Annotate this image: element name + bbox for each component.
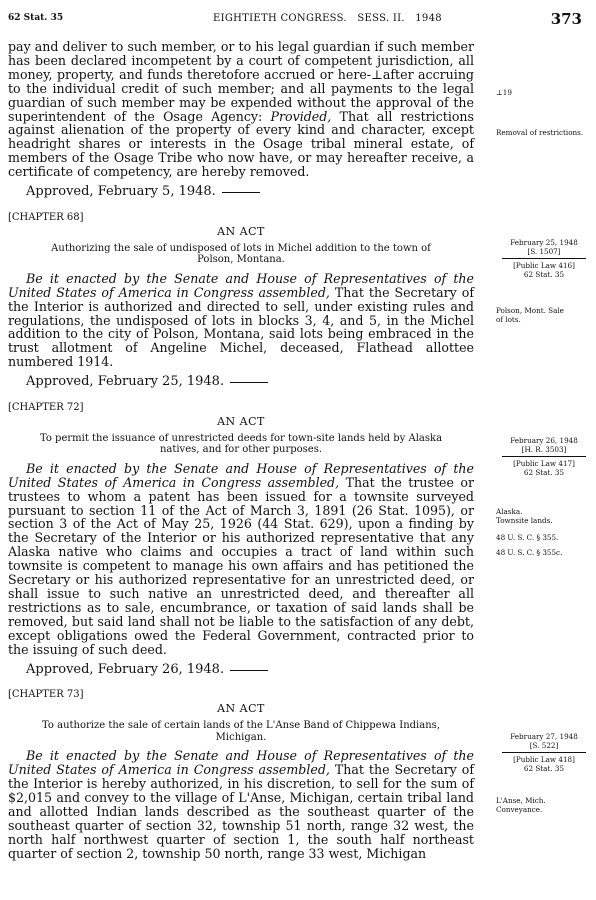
approved-text: Approved, February 26, 1948. [26, 661, 225, 677]
chapter-72-label: [CHAPTER 72] [8, 402, 84, 414]
chapter-68-label: [CHAPTER 68] [8, 211, 84, 223]
chapter-72-title: To permit the issuance of unrestricted deeds for town-site lands held by Alaska natives, and for other purposes. [39, 432, 443, 456]
margin-note-19: ⊥19 [496, 88, 512, 97]
header-congress: EIGHTIETH CONGRESS. SESS. II. 1948 [213, 13, 442, 24]
chapter-72-an-act: AN ACT [217, 414, 265, 428]
public-law: [Public Law 418] [513, 755, 575, 764]
enacting-clause: Be it enacted by the Senate and House of Representatives of the United States of America in Congress assembled, [8, 460, 474, 490]
continued-paragraph [8, 40, 474, 179]
stat-ref: 62 Stat. 35 [523, 468, 565, 477]
signature-rule [230, 670, 268, 671]
margin-usc-355: 48 U. S. C. § 355. [496, 533, 559, 542]
chapter-73-label: [CHAPTER 73] [8, 689, 84, 701]
chapter-68-text: That the Secretary of the Interior is authorized and directed to sell, under existing rules and regulations, the undisposed of lots in blocks 3, 4, and 5, in the Michel addition to the city of Polson, Montana, said lots being embraced in the trust allotment of Angeline Michel, deceased, Flathead allottee numbered 1914. [8, 284, 474, 370]
enacting-clause: Be it enacted by the Senate and House of Representatives of the United States of America in Congress assembled, [8, 270, 474, 300]
chapter-73-body [8, 749, 474, 860]
enacting-clause: Be it enacted by the Senate and House of Representatives of the United States of America in Congress assembled, [8, 748, 474, 778]
continued-text-2: That all restrictions against alienation of the property of every kind and character, except headright shares or interests in the Osage tribal mineral estate, of members of the Osage Tribe who now have, or may hereafter receive, a certificate of competency, are hereby removed. [8, 108, 474, 180]
margin-chapter-72-block [496, 436, 592, 477]
provided-word: Provided, [270, 108, 332, 124]
header-stat-ref: 62 Stat. 35 [8, 13, 64, 23]
signature-rule [222, 192, 260, 193]
chapter-68-an-act: AN ACT [217, 224, 265, 238]
stat-ref: 62 Stat. 35 [523, 764, 565, 773]
signature-rule [230, 382, 268, 383]
approval-date: February 25, 1948 [510, 238, 578, 247]
approved-line [8, 375, 474, 389]
margin-note-alaska: Alaska. Townsite lands. [496, 507, 553, 525]
chapter-73-text: That the Secretary of the Interior is hereby authorized, in his discretion, to sell for the sum of $2,015 and convey to the village of L'Anse, Michigan, certain tribal land and allotted Indian lands described as the southeast quarter of the southeast quarter of section 32, township 51 north, range 32 west, the north half northwest quarter of section 1, the south half northeast quarter of section 2, township 50 north, range 33 west, Michigan [8, 762, 474, 861]
page-header [8, 10, 588, 28]
bill-number: [S. 522] [529, 741, 559, 750]
margin-divider [502, 258, 586, 259]
approved-line [8, 663, 474, 677]
chapter-73-title: To authorize the sale of certain lands of the L'Anse Band of Chippewa Indians, Michigan. [42, 720, 440, 743]
approval-date: February 26, 1948 [510, 436, 578, 445]
approved-text: Approved, February 5, 1948. [26, 184, 216, 200]
margin-usc-355c: 48 U. S. C. § 355c. [496, 548, 563, 557]
chapter-68-title: Authorizing the sale of undisposed of lots in Michel addition to the town of Polson, Montana. [51, 242, 431, 266]
continued-text-1: pay and deliver to such member, or to his legal guardian if such member has been declared incompetent by a court of competent jurisdiction, all money, property, and funds theretofore accrued or here-⊥after accruing to the individual credit of such member; and all payments to the legal guardian of such member may be expended without the approval of the superintendent of the Osage Agency: [8, 39, 474, 124]
main-text [8, 40, 474, 861]
margin-chapter-73-block [496, 732, 592, 773]
bill-number: [S. 1507] [527, 247, 561, 256]
chapter-73-an-act: AN ACT [217, 702, 265, 716]
chapter-68-body [8, 272, 474, 369]
bill-number: [H. R. 3503] [521, 445, 567, 454]
page-number: 373 [550, 10, 582, 28]
public-law: [Public Law 417] [513, 459, 575, 468]
public-law: [Public Law 416] [513, 261, 575, 270]
margin-note-removal: Removal of restrictions. [496, 128, 584, 137]
stat-ref: 62 Stat. 35 [523, 270, 565, 279]
chapter-72-body [8, 462, 474, 657]
margin-divider [502, 752, 586, 753]
approved-text: Approved, February 25, 1948. [26, 374, 225, 390]
margin-divider [502, 456, 586, 457]
chapter-72-text: That the trustee or trustees to whom a patent has been issued for a townsite surveyed pursuant to section 11 of the Act of March 3, 1891 (26 Stat. 1095), or section 3 of the Act of May 25, 1926 (44 Stat. 629), upon a finding by the Secretary of the Interior or his authorized representative that any Alaska native who claims and occupies a tract of land within such townsite is competent to manage his own affairs and has petitioned the Secretary or his authorized representative for an unrestricted deed, or shall issue to such native an unrestricted deed, and thereafter all restrictions as to sale, encumbrance, or taxation of said lands shall be removed, but said land shall not be liable to the satisfaction of any debt, except obligations owed the Federal Government, contracted prior to the issuing of such deed. [8, 474, 474, 657]
margin-chapter-68-block [496, 238, 592, 279]
approval-date: February 27, 1948 [510, 732, 578, 741]
approved-line [8, 185, 474, 199]
margin-note-lanse: L'Anse, Mich. Conveyance. [496, 796, 546, 814]
margin-note-polson: Polson, Mont. Sale of lots. [496, 306, 564, 324]
